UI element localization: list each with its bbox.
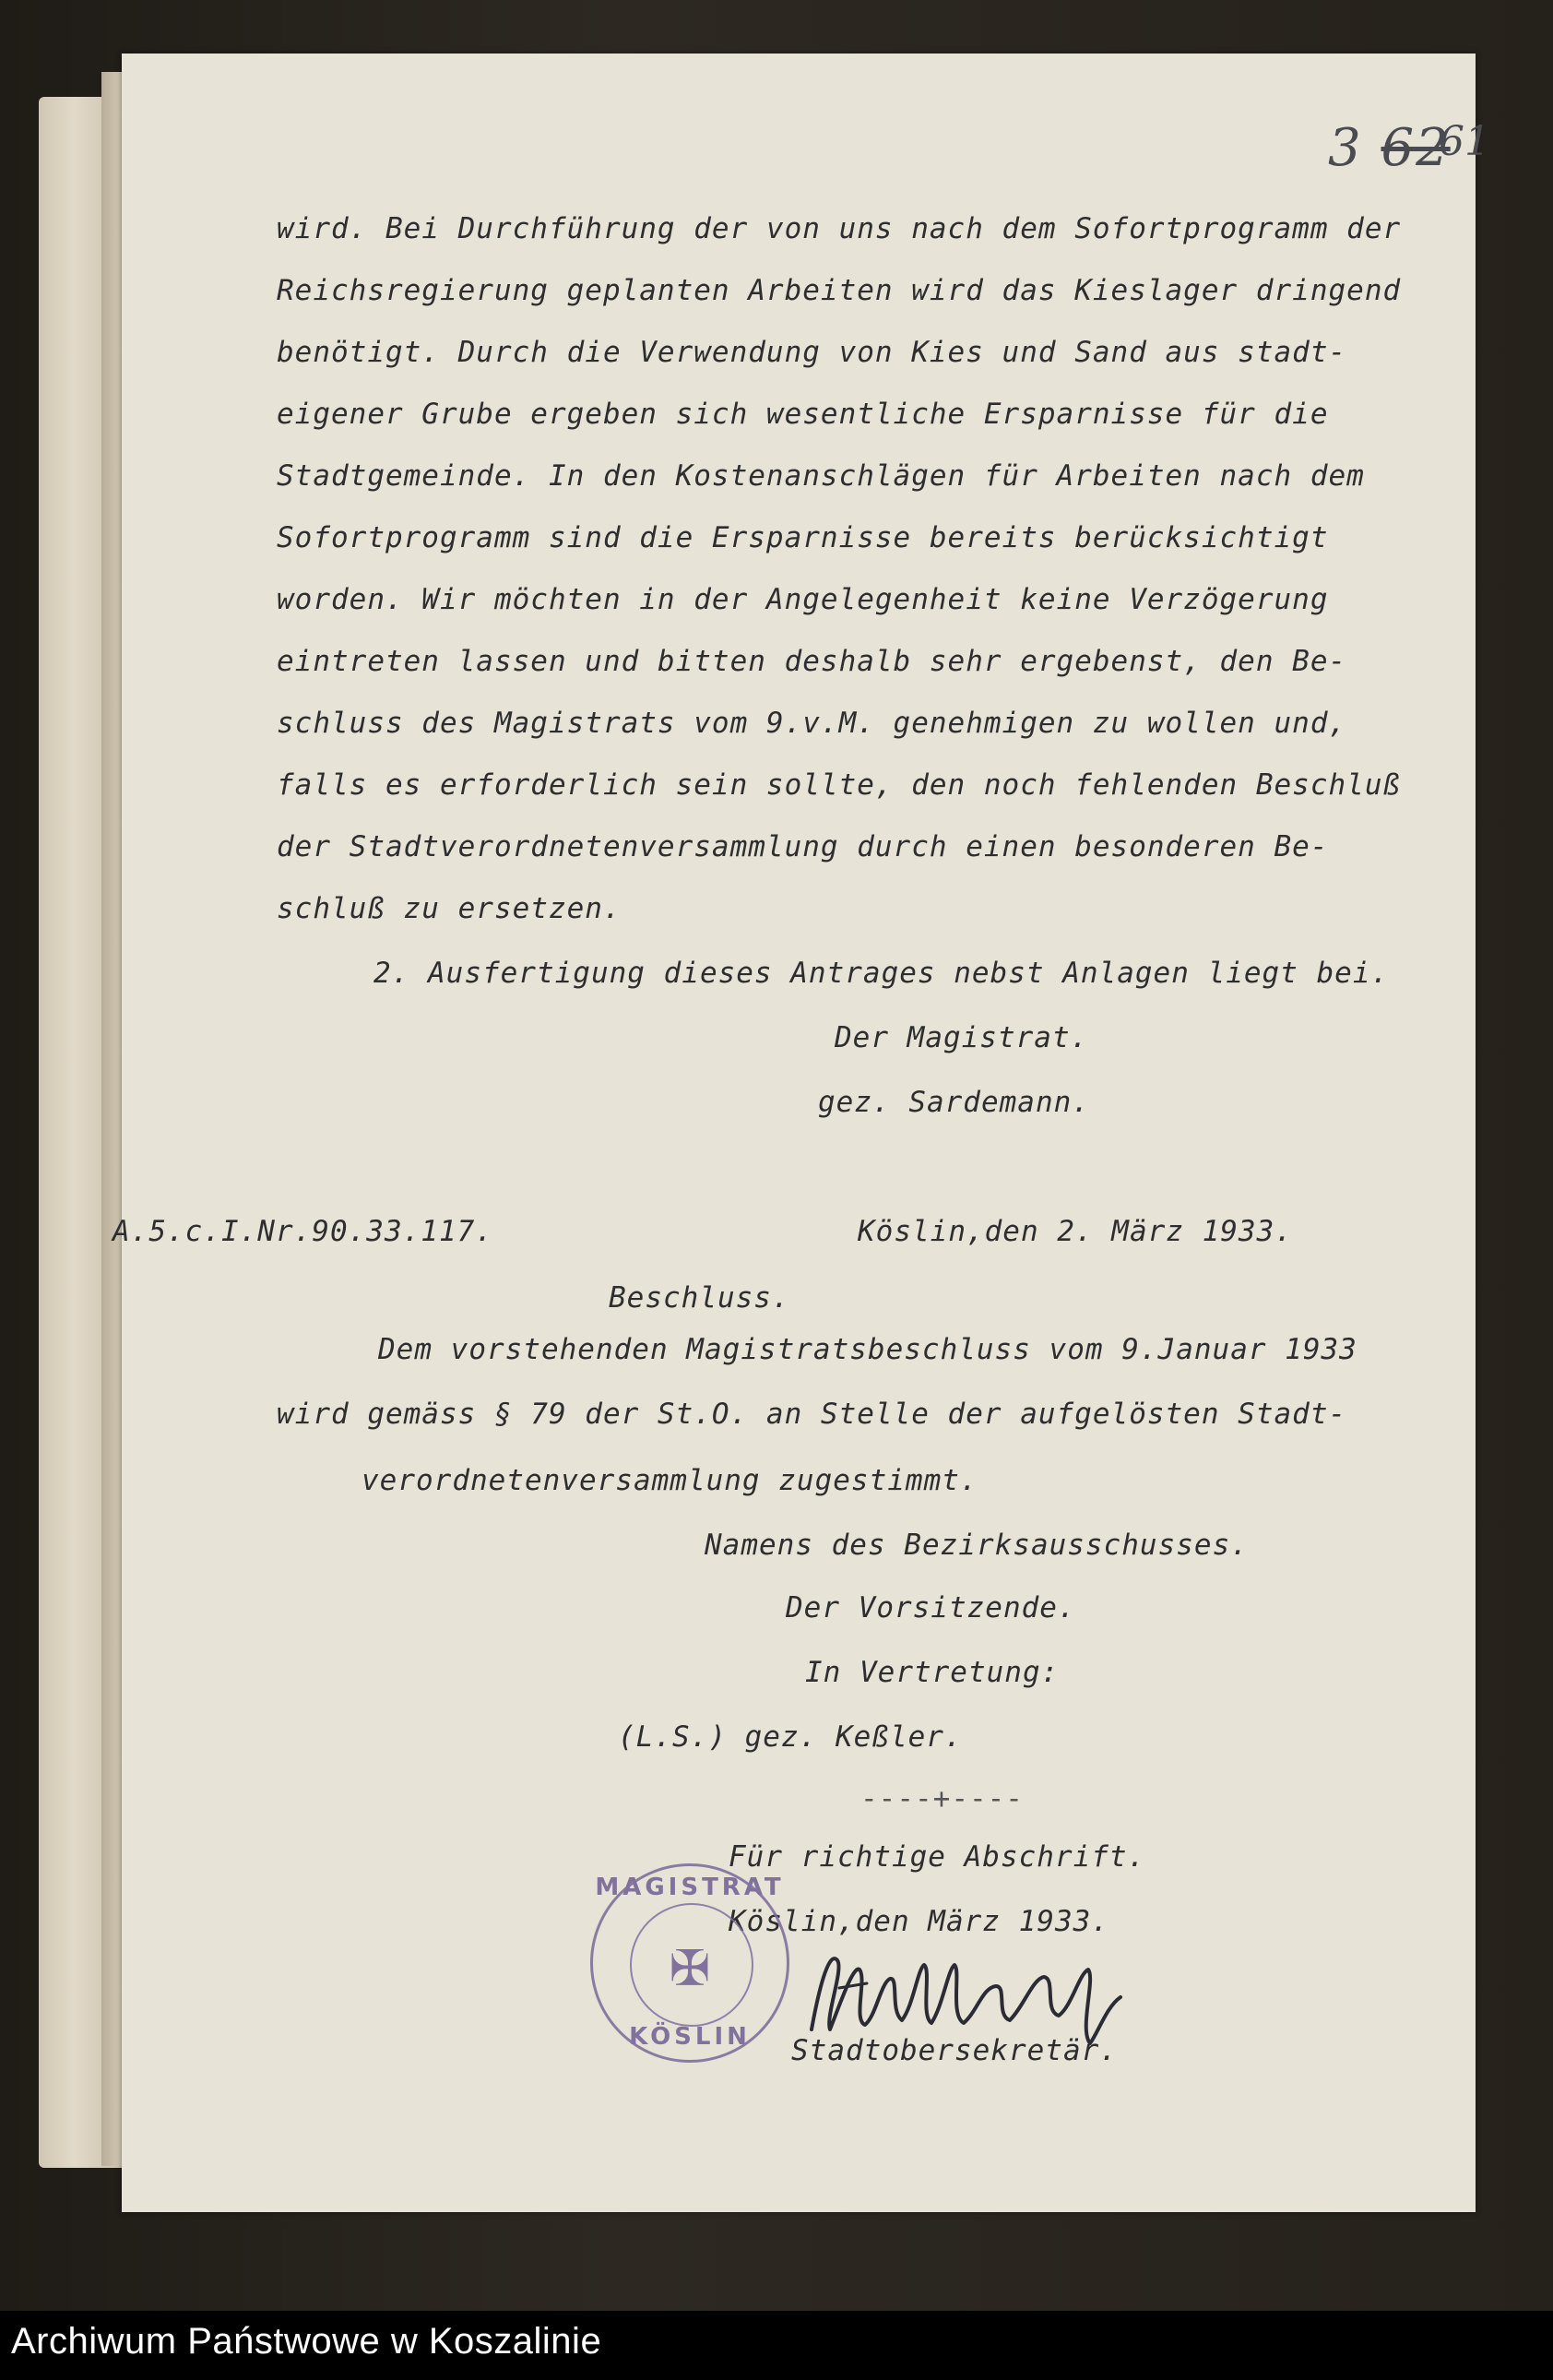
certification-place-date: Köslin,den März 1933.	[729, 1905, 1109, 1938]
enclosure-note: 2. Ausfertigung dieses Antrages nebst Anlagen liegt bei.	[373, 957, 1390, 990]
body-line: Sofortprogramm sind die Ersparnisse bereits berücksichtigt	[277, 521, 1329, 554]
body-line: wird. Bei Durchführung der von uns nach dem Sofortprogramm der	[277, 212, 1402, 245]
decision-line: Dem vorstehenden Magistratsbeschluss vom 9.Januar 1933	[378, 1333, 1357, 1366]
body-line: eintreten lassen und bitten deshalb sehr ergebenst, den Be-	[277, 645, 1347, 678]
chairman-title: Der Vorsitzende.	[786, 1591, 1076, 1624]
section-divider: ----+----	[860, 1782, 1024, 1815]
decision-heading: Beschluss.	[609, 1281, 790, 1315]
body-line: schluss des Magistrats vom 9.v.M. genehmigen zu wollen und,	[277, 707, 1347, 740]
body-line: benötigt. Durch die Verwendung von Kies und Sand aus stadt-	[277, 336, 1347, 369]
deputy-line: In Vertretung:	[805, 1656, 1060, 1689]
signatory-title: Stadtobersekretär.	[791, 2034, 1118, 2067]
certification-line: Für richtige Abschrift.	[729, 1840, 1146, 1874]
body-line: falls es erforderlich sein sollte, den noch fehlenden Beschluß	[277, 768, 1402, 802]
page-number-prefix: 3	[1328, 118, 1363, 178]
body-line: der Stadtverordnetenversammlung durch einen besonderen Be-	[277, 830, 1329, 863]
stamp-text-bottom: KÖSLIN	[629, 2023, 751, 2051]
place-date: Köslin,den 2. März 1933.	[858, 1215, 1293, 1248]
page-number-old	[1328, 118, 1451, 178]
official-stamp	[590, 1863, 789, 2063]
reference-number: A.5.c.I.Nr.90.33.117.	[113, 1215, 493, 1248]
on-behalf-line: Namens des Bezirksausschusses.	[705, 1529, 1249, 1562]
page-number-current: 61	[1439, 118, 1490, 165]
document-page	[122, 54, 1476, 2212]
body-line: schluß zu ersetzen.	[277, 892, 622, 925]
archive-name: Archiwum Państwowe w Koszalinie	[11, 2321, 602, 2362]
eagle-emblem-icon: ✠	[670, 1925, 710, 2001]
body-line: Reichsregierung geplanten Arbeiten wird das Kieslager dringend	[277, 274, 1402, 307]
page-number-struck: 62	[1381, 118, 1451, 178]
stamp-text-top: MAGISTRAT	[595, 1874, 785, 1901]
body-line: Stadtgemeinde. In den Kostenanschlägen für Arbeiten nach dem	[277, 459, 1365, 493]
decision-line: verordnetenversammlung zugestimmt.	[362, 1464, 978, 1497]
magistrat-title: Der Magistrat.	[835, 1021, 1089, 1054]
decision-signature: (L.S.) gez. Keßler.	[618, 1720, 963, 1754]
body-line: worden. Wir möchten in der Angelegenheit keine Verzögerung	[277, 583, 1329, 616]
body-line: eigener Grube ergeben sich wesentliche Ersparnisse für die	[277, 398, 1329, 431]
decision-line: wird gemäss § 79 der St.O. an Stelle der aufgelösten Stadt-	[277, 1398, 1347, 1431]
magistrat-signature: gez. Sardemann.	[818, 1086, 1090, 1119]
